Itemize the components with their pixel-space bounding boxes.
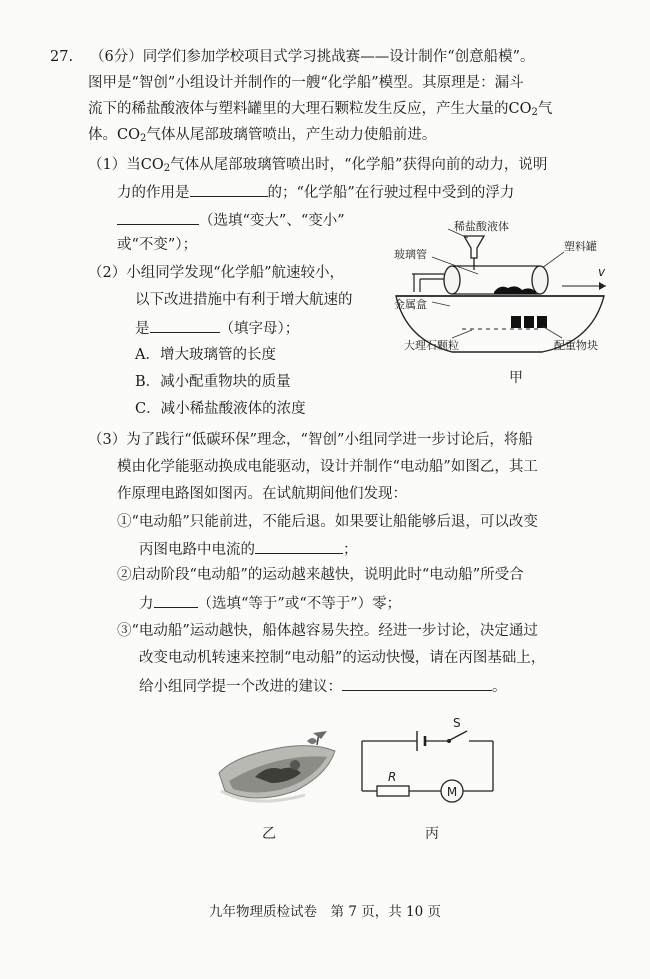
option-c: C．减小稀盐酸液体的浓度 bbox=[135, 401, 306, 417]
label-motor: M bbox=[446, 785, 458, 799]
answer-blank-force[interactable] bbox=[190, 181, 268, 197]
part2-line-3 bbox=[135, 317, 299, 339]
intro-line-3-tail: 气 bbox=[537, 101, 553, 117]
item3-line-3-tail: 。 bbox=[492, 679, 507, 695]
co2-subscript: 2 bbox=[139, 133, 147, 144]
part2-line-3-tail: （填字母）； bbox=[219, 321, 300, 337]
answer-blank-buoyancy[interactable] bbox=[117, 209, 199, 225]
label-plastic-can: 塑料罐 bbox=[564, 240, 597, 253]
part3-item1-line-1: ①“电动船”只能前进，不能后退。如果要让船能够后退，可以改变 bbox=[117, 514, 538, 530]
item3-line-3-head: 给小组同学提一个改进的建议： bbox=[139, 679, 342, 695]
part2-line-1: （2）小组同学发现“化学船”航速较小， bbox=[88, 265, 345, 281]
intro-line-3 bbox=[88, 99, 552, 119]
caption-bing: 丙 bbox=[425, 826, 439, 842]
part2-line-2: 以下改进措施中有利于增大航速的 bbox=[135, 292, 353, 308]
circuit-diagram bbox=[355, 713, 500, 813]
electric-boat-photo bbox=[215, 725, 340, 810]
part3-item2-line-2 bbox=[139, 592, 401, 614]
part1-line-4: 或“不变”）； bbox=[117, 237, 198, 253]
label-switch: S bbox=[453, 716, 461, 730]
part2-line-3-head: 是 bbox=[135, 321, 150, 337]
part3-item3-line-2: 改变电动机转速来控制“电动船”的运动快慢，请在丙图基础上， bbox=[139, 650, 546, 666]
label-weight: 配重物块 bbox=[554, 339, 598, 352]
co2-subscript: 2 bbox=[531, 107, 538, 118]
intro-line-3-text: 流下的稀盐酸液体与塑料罐里的大理石颗粒发生反应，产生大量的CO bbox=[88, 101, 532, 117]
figure-yi bbox=[215, 725, 340, 810]
figure-jia bbox=[392, 212, 622, 392]
caption-jia: 甲 bbox=[509, 370, 523, 386]
item1-line-2-tail: ； bbox=[343, 542, 358, 558]
co2-subscript: 2 bbox=[163, 163, 171, 174]
option-a: A．增大玻璃管的长度 bbox=[135, 347, 276, 363]
question-number-text: 27. bbox=[50, 49, 74, 65]
part1-line-3 bbox=[117, 209, 345, 231]
part3-item3-line-3 bbox=[139, 675, 507, 697]
part3-line-3: 作原理电路图如图丙。在试航期间他们发现： bbox=[117, 486, 407, 502]
intro-line-2: 图甲是“智创”小组设计并制作的一艘“化学船”模型。其原理是：漏斗 bbox=[88, 75, 524, 91]
part1-line-3-tail: （选填“变大”、“变小” bbox=[199, 213, 345, 229]
caption-yi: 乙 bbox=[262, 826, 276, 842]
label-glass-tube: 玻璃管 bbox=[394, 248, 427, 261]
part1-line-1-head: （1）当CO bbox=[88, 157, 164, 173]
label-marble: 大理石颗粒 bbox=[404, 339, 459, 352]
part1-line-2-head: 力的作用是 bbox=[117, 185, 190, 201]
label-velocity: v bbox=[598, 265, 606, 279]
label-resistor: R bbox=[388, 770, 397, 784]
answer-blank-choice[interactable] bbox=[150, 317, 220, 333]
intro-line-4-tail: 气体从尾部玻璃管喷出，产生动力使船前进。 bbox=[146, 127, 437, 143]
intro-line-4-head: 体。CO bbox=[88, 127, 140, 143]
answer-blank-current[interactable] bbox=[255, 538, 343, 554]
option-b: B．减小配重物块的质量 bbox=[135, 374, 291, 390]
part1-line-1-tail: 气体从尾部玻璃管喷出时，“化学船”获得向前的动力，说明 bbox=[170, 157, 548, 173]
part1-line-1 bbox=[88, 155, 547, 175]
intro-line-1: （6分）同学们参加学校项目式学习挑战赛——设计制作“创意船模”。 bbox=[90, 49, 535, 65]
page-footer: 九年物理质检试卷 第 7 页，共 10 页 bbox=[209, 904, 441, 920]
part3-item2-line-1: ②启动阶段“电动船”的运动越来越快，说明此时“电动船”所受合 bbox=[117, 567, 524, 583]
question-number bbox=[50, 47, 73, 67]
label-acid: 稀盐酸液体 bbox=[454, 220, 509, 233]
part1-line-2 bbox=[117, 181, 514, 203]
intro-line-4 bbox=[88, 125, 436, 145]
chemical-boat-diagram bbox=[392, 212, 622, 392]
item2-line-2-head: 力 bbox=[139, 596, 154, 612]
part3-item3-line-1: ③“电动船”运动越快，船体越容易失控。经进一步讨论，决定通过 bbox=[117, 623, 538, 639]
part3-line-2: 模由化学能驱动换成电能驱动，设计并制作“电动船”如图乙，其工 bbox=[117, 459, 538, 475]
item1-line-2-head: 丙图电路中电流的 bbox=[139, 542, 255, 558]
figure-bing bbox=[355, 713, 500, 813]
label-metal-box: 金属盒 bbox=[394, 298, 427, 311]
part3-line-1: （3）为了践行“低碳环保”理念，“智创”小组同学进一步讨论后，将船 bbox=[88, 432, 533, 448]
item2-line-2-tail: （选填“等于”或“不等于”）零； bbox=[197, 596, 402, 612]
answer-blank-net-force[interactable] bbox=[154, 592, 198, 608]
part3-item1-line-2 bbox=[139, 538, 358, 560]
part1-line-2-tail: 的；“化学船”在行驶过程中受到的浮力 bbox=[267, 185, 515, 201]
answer-blank-suggestion[interactable] bbox=[342, 675, 492, 691]
